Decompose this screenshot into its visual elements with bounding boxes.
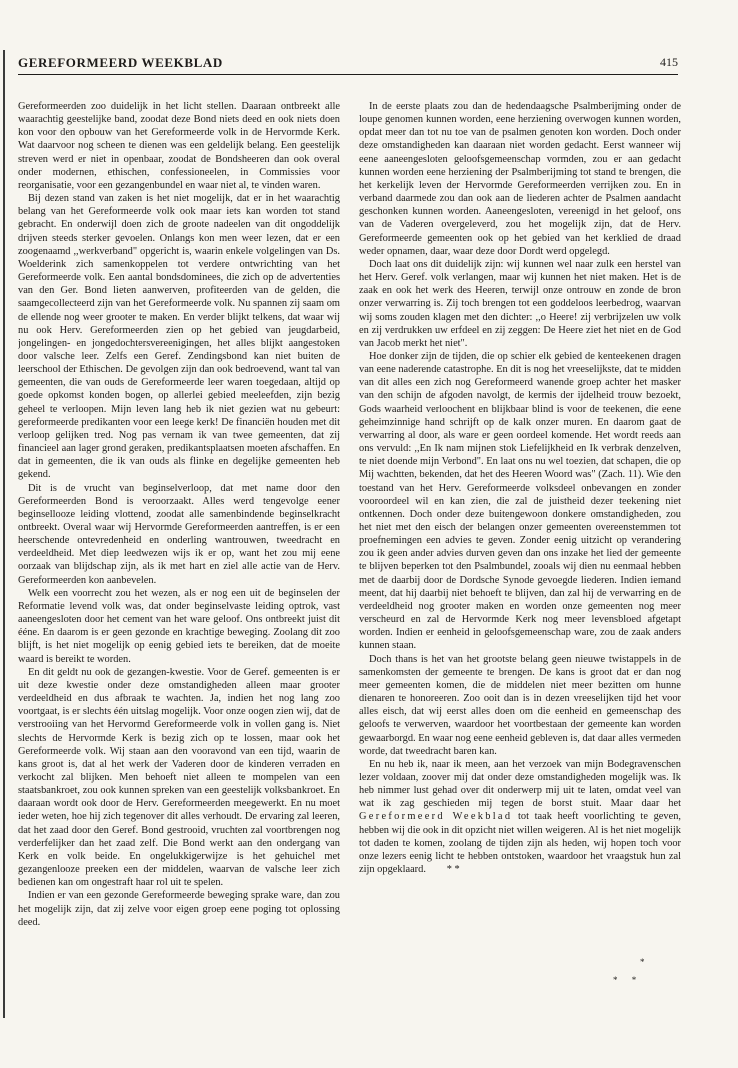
paragraph: Bij dezen stand van zaken is het niet mogelijk, dat er in het waarachtig belang van het Gereformeerde volk ook maar iets kan worden tot stand gebracht. En onderwijl doen zich de groote nadeelen van dit ongoddelijk drijven steeds sterker gevoelen. Onlangs kon men weer lezen, dat er een zoogenaamd ,,werkverband" opgericht is, waarin enkele volgelingen van Ds. Woelderink zich samenkoppelen tot verdere ontwrichting van het Gereformeerde volk. Een aantal bondsdominees, die zich op de advertenties van den Ger. Bond lieten aanwerven, profiteerden van de gelden, die saamgecollecteerd zijn van het Gereformeerde volk. Nu spannen zij saam om de ellende nog weer grooter te maken. En verder blijkt telkens, dat waar wij nu ook Herv. Gereformeerden zien op het gebied van jeugdarbeid, jongelingen- en jongedochtersvereenigingen, het alles blijkt aangestoken door valsche leer. Zelfs een Geref. Zendingsbond kan niet buiten de leerschool der Ethischen. De gevolgen zijn dan ook bedroevend, want tal van gemeenten, die van ouds de Gereformeerde leer waren toegedaan, altijd op goede opkomst konden bogen, op allerlei gebied meeleefden, zijn bezig geheel te verloopen. Mijn leven lang heb ik niet gezien wat nu gebeurt: gereformeerde predikanten voor een leege kerk! De financiën houden met dit verloop gelijken tred. Nog pas vernam ik van twee gemeenten, dat zij financieel aan lager grond geraken, predikantsplaatsen moeten afschaffen. En dat in gemeenten, die ik van ouds als flinke en degelijke gemeenten heb gekend. — [18, 193, 340, 481]
page-number: 415 — [660, 55, 678, 69]
closing-text-before: En nu heb ik, naar ik meen, aan het verzoek van mijn Bodegravenschen lezer voldaan, zoover mij dat onder deze omstandigheden mogelijk was. Ik heb nimmer lust gehad over dit onderwerp mij uit te laten, omdat veel van wat ik zag geschieden mij tegen de borst stuit. Maar daar het — [359, 758, 681, 810]
right-column — [359, 100, 681, 1005]
paragraph: Doch laat ons dit duidelijk zijn: wij kunnen wel naar zulk een herstel van het Herv. Geref. volk verlangen, maar wij kunnen het niet maken. Het is de zaak en ook het werk des Heeren, terwijl onze ontrouw en zonde de bron onzer verwarring is. Zij toch brengen tot een goddeloos leerbedrog, waarvan wij soms zouden klagen met den dichter: ,,o Heere! zij verbrijzelen uw volk en zij verdrukken uw erfdeel en zij zeggen: De Heere ziet het niet en de God van Jacob merkt het niet". — [359, 258, 681, 349]
section-star-mid: * — [640, 957, 651, 967]
left-column — [18, 100, 340, 1005]
section-stars-inline: * * — [446, 864, 460, 876]
closing-text-after: tot taak heeft voorlichting te geven, hebben wij die ook in dit opzicht niet willen weigeren. Al is het niet mogelijk tot daden te komen, zoolang de tijden zijn als heden, wij hopen toch voor onze lezers eenig licht te hebben ontstoken, waardoor het vraagstuk hun zal zijn opgeklaard. — [359, 811, 681, 876]
journal-title: GEREFORMEERD WEEKBLAD — [18, 55, 223, 70]
page-header — [18, 55, 678, 75]
paragraph: Dit is de vrucht van beginselverloop, dat met name door den Gereformeerden Bond is veroorzaakt. Alles werd tengevolge eener beginsellooze leiding vlottend, zoodat alle samenbindende beginselkracht ontbreekt. Overal waar wij Hervormde Gereformeerden aantreffen, is er een heerschende ontevredenheid en onderling wantrouwen, tweedracht en verdeeldheid. Met diep leedwezen wijs ik er op, want het zou mij eene oorzaak van blijdschap zijn, als ik met hart en ziel alle actie van de Herv. Gereformeerden kon aanbevelen. — [18, 482, 340, 586]
closing-paragraph — [359, 758, 681, 876]
paragraph: In de eerste plaats zou dan de hedendaagsche Psalmberijming onder de loupe genomen kunnen worden, eene herziening overwogen kunnen worden, opdat meer dan tot nu toe van de psalmen genoten kon worden. Doch onder deze omstandigheden kan daaraan niet worden gedacht. Eerst wanneer wij eene aaneengesloten geloofsgemeenschap vormden, zou er aan gedacht kunnen worden eene herziening der Psalmberijming tot stand te brengen, die het kerkelijk leven der Hervormde Gereformeerden verrijken zou. En in verband daarmede zou dan ook aan de liederen achter de Psalmen aandacht geschonken kunnen worden. Aaneengesloten, vereenigd in het geloof, ons van de Vaderen overgeleverd, zou het mogelijk zijn, dat de Herv. Gereformeerde gemeenten ook op het gebied van het kerklied de draad weder opnamen, daar, waar deze door Dordt werd opgelegd. — [359, 101, 681, 257]
binding-edge-rule — [3, 50, 5, 1018]
journal-name-spaced: Gereformeerd Weekblad — [359, 811, 513, 823]
section-stars-bottom: * * — [613, 975, 643, 985]
paragraph: Welk een voorrecht zou het wezen, als er nog een uit de beginselen der Reformatie levend volk was, dat onder beginselvaste leiding optrok, vast aaneengesloten door het cement van het ware geloof. Ons ontbreekt juist dit ééne. En daarom is er geen gezonde en krachtige beweging. Zoolang dit zoo blijft, is het niet mogelijk op eenig gebied iets te bereiken, dat de moeite waard is bereikt te worden. — [18, 587, 340, 665]
paragraph: Indien er van een gezonde Gereformeerde beweging sprake ware, dan zou het mogelijk zijn, dat zij zelve voor eigen groep eene poging tot oplossing deed. — [18, 890, 340, 928]
paragraph: Gereformeerden zoo duidelijk in het licht stellen. Daaraan ontbreekt alle waarachtig geestelijke band, zoodat deze Bond niets deed en ook niets doen kon voor den opbouw van het Gereformeerde volk in de Hervormde Kerk. Wat daarvoor nog scheen te dienen was een geldelijk belang. Een geestelijk streven werd er niet in openbaar, zoodat de Bondsheeren dan ook overal onder modernen, ethischen, confessioneelen, in Commissies voor reorganisatie, voor een gezangenbundel en waar niet al, te vinden waren. — [18, 101, 340, 191]
header-rule — [18, 74, 678, 75]
paragraph: En dit geldt nu ook de gezangen-kwestie. Voor de Geref. gemeenten is er uit deze kwestie onder deze omstandigheden alleen maar grooter verdeeldheid en dus afbraak te wachten. Ja, indien het nog lang zoo voortgaat, is er slechts één uitslag mogelijk. Voor onze oogen zien wij, dat de verstrooiing van het Hervormd Gereformeerde volk in vollen gang is. Niet slechts de Hervormde Kerk is bezig zich op te lossen, maar ook het Gereformeerde volk. Wij staan aan den vooravond van een tijd, waarin de kans groot is, dat al het werk der Vaderen door de kinderen verraden en verkocht zal blijken. Men behoeft niet alleen te mompelen van een staatsbankroet, zou ook kunnen spreken van een geestelijk volksbankroet. En daaraan wordt ook door de Herv. Gereformeerden meegewerkt. En nu moet ieder weten, hoe hij zich tegenover dit alles verhoudt. De ervaring zal leeren, dat het zaad door den Geref. Bond gestrooid, vruchten zal voortbrengen nog verderfelijker dan het zaad zelf. Die Bond werkt aan den ondergang van Kerk en volk beide. En ongelukkigerwijze is het gehuichel met gezangenlooze preeken een der middelen, waarvan de valsche leer zich bedienen kan om ongestraft haar rol uit te spelen. — [18, 666, 340, 889]
paragraph: Doch thans is het van het grootste belang geen nieuwe twistappels in de samenkomsten der gemeente te brengen. De kans is groot dat er dan nog meer gemeenten komen, die de middelen niet meer bezitten om hunne dienaren te honoreeren. Zoo ooit dan is in dezen vreeselijken tijd het voor alles eisch, dat wij eerst alles doen om die eenheid en gemeenschap des geloofs te verwerven, waardoor het voortbestaan der gemeente kan worden gewaarborgd. En waar nog eene eenheid gebleven is, dat daar alles vermeden worde, dat tweedracht baren kan. — [359, 653, 681, 757]
paragraph: Hoe donker zijn de tijden, die op schier elk gebied de kenteekenen dragen van eene naderende catastrophe. En dit is nog het vreeselijkste, dat te midden van dit alles een zich nog Gereformeerd wanende groep achter het masker van den schijn de afgoden navolgt, de kermis der ijdelheid trouw bezoekt, Gods waarheid verloochent en blijkbaar blind is voor de teekenen, die eene geheimzinnige hand schrijft op de kalk onzer muren. En daarom gaat de verwarring al door, als ware er geen oordeel komende. Het wordt reeds aan ons vervuld: ,,En Ik nam mijnen stok Liefelijkheid en Ik verbrak denzelven, te niet doende mijn Verbond". En laat ons nu wel toezien, dat schapen, die op Mij wachtten, bekenden, dat het des Heeren Woord was" (Zach. 11). Wie den toestand van het Herv. Gereformeerde volksdeel onbevangen en zonder vooroordeel wil en kan zien, die zal de juistheid dezer teekening niet ontkennen. Doch onder deze buitengewoon donkere omstandigheden, zou het niet met den eisch der belangen onzer gemeenten overeenstemmen tot proefnemingen een advies te geven. Zonder eenig uitzicht op verandering zou ik geen ander advies durven geven dan ons inzake het lied der gemeente te blijven beperken tot den Psalmbundel, zooals wij dien nu eenmaal hebben met de daarbij door de Dordsche Synode gevoegde liederen. Indien iemand meent, dat hij daarbij niet behoeft te blijven, dan zal hij de verwarring en de verdeeldheid nog grooter maken en worden onze gemeenten nog meer verscheurd en zal de Hervormde Kerk nog meer levensbloed afgetapt worden. Indien er eenheid in geloofsgemeenschap ware, zou de zaak anders kunnen staan. — [359, 350, 681, 652]
